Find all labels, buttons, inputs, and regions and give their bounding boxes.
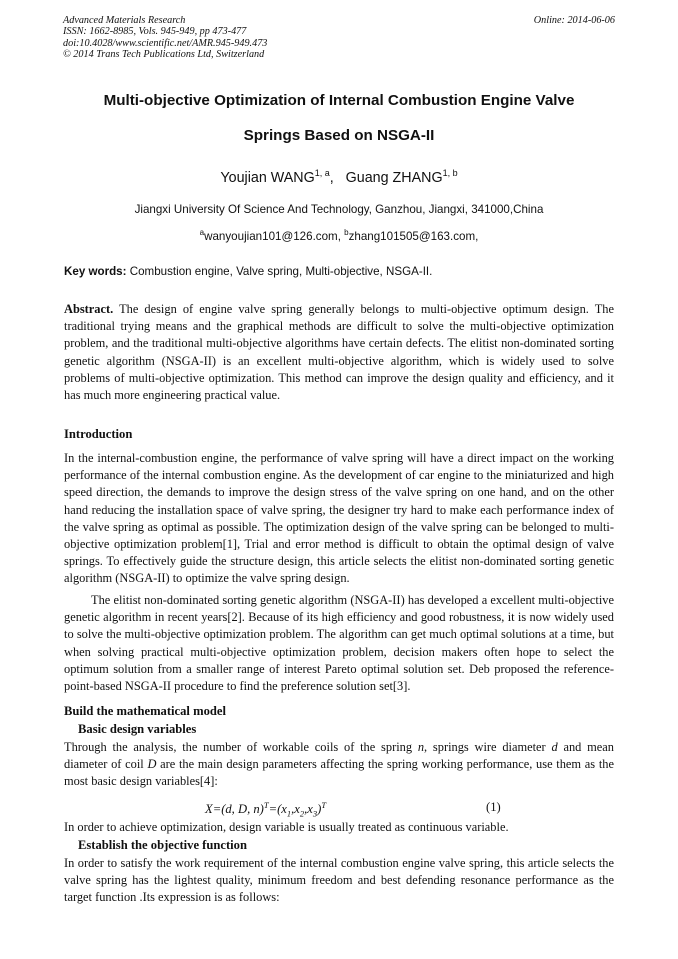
author-1: Youjian WANG <box>220 169 315 186</box>
eq-sub: 2 <box>299 808 305 819</box>
eq-part: ,x <box>291 802 300 817</box>
email-b: zhang101505@163.com, <box>348 229 479 243</box>
journal-name: Advanced Materials Research <box>63 15 186 26</box>
emails <box>0 228 678 243</box>
text-run: Through the analysis, the number of workable coils of the spring <box>64 740 418 754</box>
variable-D: D <box>147 757 157 772</box>
online-date: Online: 2014-06-06 <box>533 15 615 26</box>
issn: ISSN: 1662-8985, Vols. 945-949, pp 473-477 <box>63 26 247 38</box>
text-run: are the main design parameters affecting the spring working performance, use them as the most basic design variables[4]: <box>64 757 614 789</box>
equation-number: (1) <box>486 800 501 814</box>
affiliation: Jiangxi University Of Science And Technology, Ganzhou, Jiangxi, 341000,China <box>134 203 544 216</box>
introduction-paragraph-1: In the internal-combustion engine, the performance of valve spring will have a direct impact on the working performance of the internal combustion engine. As the development of car engine to the miniaturized and high speed direction, the demands to improve the design stress of the valve spring on one hand, and on the other hand reducing the installation space of valve spring, the designer try hard to make each performance index of the valve spring as optimal as possible. The optimization design of the valve spring can be belonged to multi-objective optimization problem[1], Trial and error method is difficult to obtain the optimal design of valve springs. To effectively guide the structure design, this article selects the elitist non-dominated sorting genetic algorithm (NSGA-II) to optimize the valve spring design. <box>64 451 614 586</box>
abstract <box>64 301 614 404</box>
keywords <box>64 265 616 278</box>
eq-sub: 3 <box>312 808 318 819</box>
eq-sup: T <box>321 800 327 810</box>
eq-part: ,x <box>304 802 313 817</box>
eq-part: ) <box>317 802 322 817</box>
page-header <box>63 15 615 61</box>
abstract-label: Abstract. <box>64 302 114 316</box>
text-run: and mean diameter of coil <box>64 740 614 772</box>
text-run: , springs wire diameter <box>424 740 552 754</box>
email-a-marker: a <box>199 228 205 237</box>
eq-part: =(x <box>268 802 287 817</box>
keywords-label: Key words: <box>64 265 127 278</box>
introduction-heading: Introduction <box>64 427 133 441</box>
eq-sup: T <box>263 800 269 810</box>
variable-n: n <box>417 740 425 754</box>
email-a: wanyoujian101@126.com, <box>204 229 345 243</box>
author-1-affil: 1, a <box>314 168 330 178</box>
eq-sub: 1 <box>286 808 292 819</box>
paper-title-line-2: Springs Based on NSGA-II <box>243 127 435 144</box>
introduction-paragraph-2: The elitist non-dominated sorting genetic algorithm (NSGA-II) has developed a excellent multi-objective genetic algorithm in recent years[2]. Because of its high efficiency and good robustness, it is now widely used to solve the multi-objective optimization problem. The algorithm can get much optimal solutions at a time, but when solving practical multi-objective optimization problem, decision makers often hope to select the optimum solution from a smaller range of interest Pareto optimal solution set. Deb proposed the reference-point-based NSGA-II procedure to find the preference solution set[3]. <box>64 593 614 694</box>
author-2: Guang ZHANG <box>345 169 443 186</box>
variable-d: d <box>551 740 558 754</box>
objective-function-subheading: Establish the objective function <box>78 838 247 852</box>
authors <box>0 168 678 186</box>
abstract-text: The design of engine valve spring generally belongs to multi-objective optimum design. The traditional trying means and the graphical methods are difficult to solve the multi-objective optimization problem, and the traditional multi-objective algorithms have certain defects. The elitist non-dominated sorting genetic algorithm (NSGA-II) is an excellent multi-objective algorithm, which is widely used to solve problems of multi-objective optimization. This method can improve the design quality and efficiency, and it has much more engineering practical value. <box>64 302 614 403</box>
keywords-text: Combustion engine, Valve spring, Multi-objective, NSGA-II. <box>126 265 433 278</box>
continuous-variable-paragraph: In order to achieve optimization, design variable is usually treated as continuous variable. <box>64 820 509 834</box>
email-b-marker: b <box>344 228 349 237</box>
design-variables-subheading: Basic design variables <box>78 722 197 736</box>
equation-1 <box>205 800 326 819</box>
eq-part: X=(d, D, n) <box>205 802 264 817</box>
objective-function-paragraph: In order to satisfy the work requirement of the internal combustion engine valve spring, this article selects the valve spring has the lightest quality, minimum freedom and best defending resonance performance as the target function .Its expression is as follows: <box>64 856 614 905</box>
copyright: © 2014 Trans Tech Publications Ltd, Switzerland <box>63 49 265 61</box>
model-heading: Build the mathematical model <box>64 704 226 718</box>
doi: doi:10.4028/www.scientific.net/AMR.945-949.473 <box>63 37 268 49</box>
design-variables-paragraph <box>64 739 614 791</box>
author-separator: , <box>329 169 334 186</box>
author-2-affil: 1, b <box>442 168 458 178</box>
paper-title-line-1: Multi-objective Optimization of Internal Combustion Engine Valve <box>103 92 575 109</box>
